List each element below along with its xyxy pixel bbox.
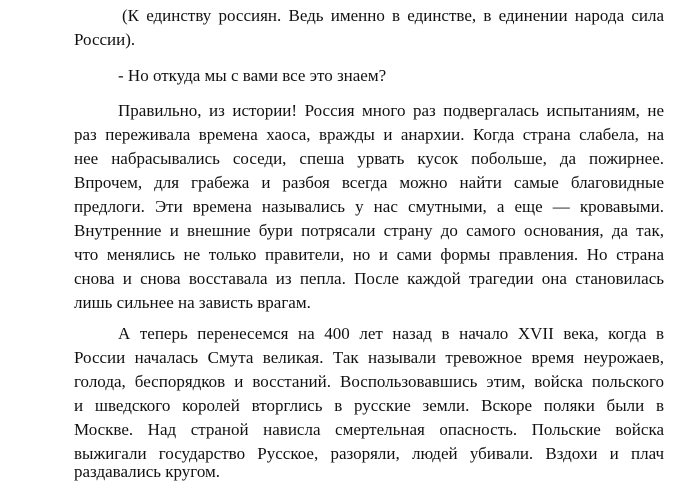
paragraph-3-line-4: Впрочем, для грабежа и разбоя всегда можно найти самые благовидные bbox=[74, 173, 664, 192]
paragraph-4-line-6: выжигали государство Русское, разоряли, людей убивали. Вздохи и плач bbox=[74, 444, 664, 463]
paragraph-4-line-3: голода, беспорядков и восстаний. Воспользовавшись этим, войска польского bbox=[74, 372, 664, 391]
paragraph-3-line-1: Правильно, из истории! Россия много раз подвергалась испытаниям, не bbox=[118, 101, 664, 120]
paragraph-4-line-4: и шведского королей вторглись в русские земли. Вскоре поляки были в bbox=[74, 396, 664, 415]
paragraph-1-line-2: России). bbox=[74, 30, 136, 49]
paragraph-3-line-9: лишь сильнее на зависть врагам. bbox=[74, 293, 311, 312]
paragraph-3-line-7: что менялись не только правители, но и сами формы правления. Но страна bbox=[74, 245, 664, 264]
paragraph-3-line-3: нее набрасывались соседи, спеша урвать кусок побольше, да пожирнее. bbox=[74, 149, 664, 168]
paragraph-3-line-2: раз переживала времена хаоса, вражды и анархии. Когда страна слабела, на bbox=[74, 125, 664, 144]
paragraph-1-line-1: (К единству россиян. Ведь именно в единстве, в единении народа сила bbox=[122, 6, 664, 25]
paragraph-4-line-1: А теперь перенесемся на 400 лет назад в начало XVII века, когда в bbox=[118, 324, 664, 343]
paragraph-4-line-2: России началась Смута великая. Так называли тревожное время неурожаев, bbox=[74, 348, 664, 367]
paragraph-3-line-6: Внутренние и внешние бури потрясали страну до самого основания, да так, bbox=[74, 221, 664, 240]
paragraph-2-line-1: - Но откуда мы с вами все это знаем? bbox=[118, 66, 387, 85]
paragraph-4-line-5: Москве. Над страной нависла смертельная опасность. Польские войска bbox=[74, 420, 664, 439]
paragraph-3-line-5: предлоги. Эти времена назывались у нас смутными, а еще — кровавыми. bbox=[74, 197, 664, 216]
paragraph-4-line-7: раздавались кругом. bbox=[74, 462, 221, 481]
paragraph-3-line-8: снова и снова восставала из пепла. После каждой трагедии она становилась bbox=[74, 269, 664, 288]
